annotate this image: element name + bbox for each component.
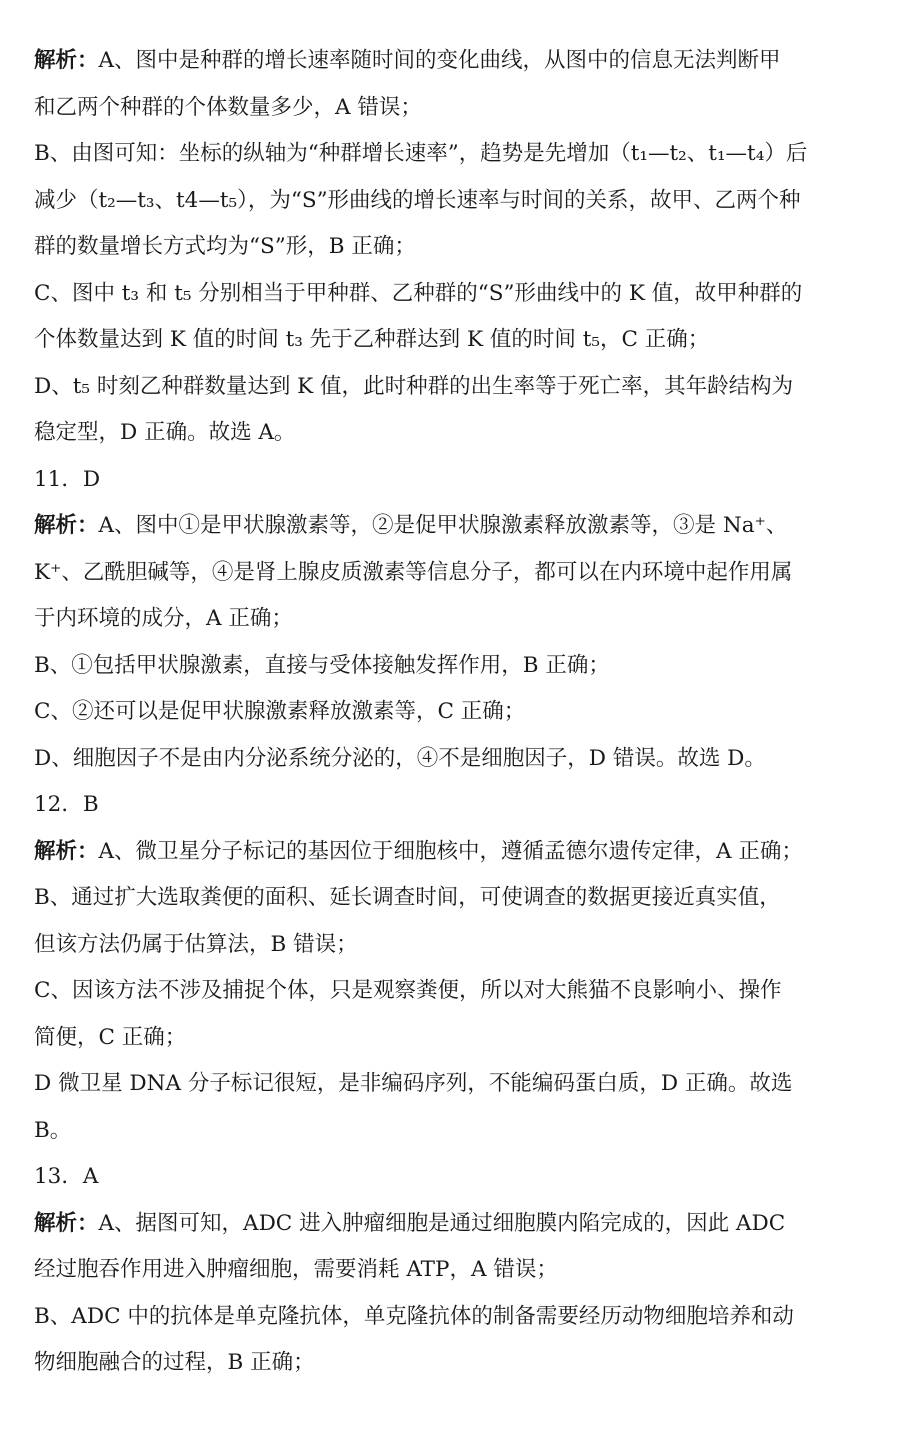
text-line: [34, 410, 862, 457]
text-line: [34, 875, 862, 922]
text-line: [34, 736, 862, 783]
line-text: B。: [34, 1117, 72, 1143]
text-line: [34, 1201, 862, 1248]
text-line: [34, 968, 862, 1015]
text-line: [34, 271, 862, 318]
text-line: [34, 178, 862, 225]
text-line: [34, 85, 862, 132]
line-text: 11．D: [34, 466, 101, 492]
analysis-label: 解析：: [34, 513, 99, 538]
line-text: D、细胞因子不是由内分泌系统分泌的，④不是细胞因子，D 错误。故选 D。: [34, 745, 766, 771]
text-line: [34, 1061, 862, 1108]
line-text: B、由图可知：坐标的纵轴为“种群增长速率”，趋势是先增加（t₁—t₂、t₁—t₄）后: [34, 141, 808, 166]
text-line: [34, 1340, 862, 1387]
line-text: 但该方法仍属于估算法，B 错误；: [34, 931, 358, 957]
text-line: [34, 1015, 862, 1062]
text-line: [34, 550, 862, 597]
text-line: [34, 364, 862, 411]
analysis-label: 解析：: [34, 1210, 99, 1236]
line-text: A、图中是种群的增长速率随时间的变化曲线，从图中的信息无法判断甲: [98, 48, 781, 73]
text-line: [34, 131, 862, 178]
analysis-label: 解析：: [34, 838, 99, 864]
line-text: 个体数量达到 K 值的时间 t₃ 先于乙种群达到 K 值的时间 t₅，C 正确；: [34, 327, 710, 352]
text-line: [34, 224, 862, 271]
text-line: [34, 829, 862, 876]
analysis-label: 解析：: [34, 48, 99, 73]
line-text: 群的数量增长方式均为“S”形，B 正确；: [34, 234, 416, 259]
text-line: [34, 643, 862, 690]
text-line: [34, 38, 862, 85]
question-number: [34, 782, 862, 829]
line-text: 经过胞吞作用进入肿瘤细胞，需要消耗 ATP，A 错误；: [34, 1257, 558, 1282]
line-text: B、通过扩大选取粪便的面积、延长调查时间，可使调查的数据更接近真实值，: [34, 885, 781, 910]
text-line: [34, 1247, 862, 1294]
text-line: [34, 689, 862, 736]
question-number: [34, 1154, 862, 1201]
line-text: A、图中①是甲状腺激素等，②是促甲状腺激素释放激素等，③是 Na⁺、: [98, 513, 788, 538]
question-number: [34, 457, 862, 504]
line-text: 12．B: [34, 792, 99, 817]
line-text: A、据图可知，ADC 进入肿瘤细胞是通过细胞膜内陷完成的，因此 ADC: [98, 1210, 786, 1236]
text-line: [34, 1108, 862, 1155]
line-text: K⁺、乙酰胆碱等，④是肾上腺皮质激素等信息分子，都可以在内环境中起作用属: [34, 559, 793, 585]
line-text: D 微卫星 DNA 分子标记很短，是非编码序列，不能编码蛋白质，D 正确。故选: [34, 1071, 793, 1096]
line-text: 和乙两个种群的个体数量多少，A 错误；: [34, 94, 422, 120]
line-text: C、②还可以是促甲状腺激素释放激素等，C 正确；: [34, 699, 526, 724]
line-text: B、①包括甲状腺激素，直接与受体接触发挥作用，B 正确；: [34, 652, 610, 678]
text-line: [34, 317, 862, 364]
line-text: B、ADC 中的抗体是单克隆抗体，单克隆抗体的制备需要经历动物细胞培养和动: [34, 1303, 794, 1329]
text-line: [34, 503, 862, 550]
line-text: A、微卫星分子标记的基因位于细胞核中，遵循孟德尔遗传定律，A 正确；: [98, 838, 803, 864]
line-text: 简便，C 正确；: [34, 1024, 187, 1050]
text-line: [34, 922, 862, 969]
line-text: C、因该方法不涉及捕捉个体，只是观察粪便，所以对大熊猫不良影响小、操作: [34, 978, 782, 1003]
line-text: 减少（t₂—t₃、t4—t₅），为“S”形曲线的增长速率与时间的关系，故甲、乙两个种: [34, 187, 801, 213]
line-text: C、图中 t₃ 和 t₅ 分别相当于甲种群、乙种群的“S”形曲线中的 K 值，故甲种群的: [34, 280, 803, 306]
line-text: 物细胞融合的过程，B 正确；: [34, 1350, 315, 1375]
line-text: 13．A: [34, 1164, 99, 1189]
line-text: 于内环境的成分，A 正确；: [34, 606, 293, 631]
text-line: [34, 1294, 862, 1341]
line-text: 稳定型，D 正确。故选 A。: [34, 420, 296, 445]
text-line: [34, 596, 862, 643]
line-text: D、t₅ 时刻乙种群数量达到 K 值，此时种群的出生率等于死亡率，其年龄结构为: [34, 373, 794, 399]
